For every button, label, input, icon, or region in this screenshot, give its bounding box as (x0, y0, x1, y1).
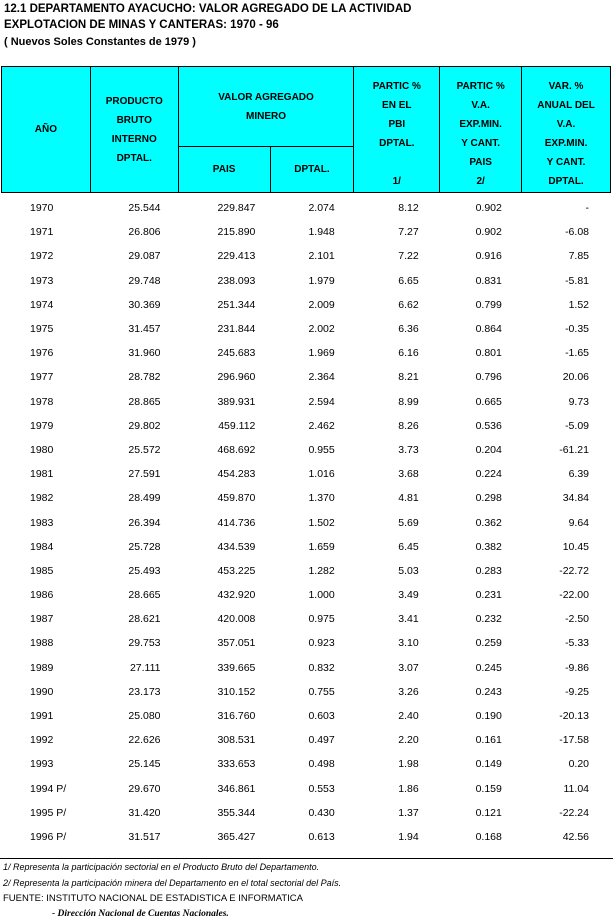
table-cell: 1990 (30, 685, 54, 698)
table-cell: 9.73 (568, 395, 589, 408)
table-row (1, 825, 611, 849)
table-cell: 1992 (30, 734, 54, 747)
table-cell: 25.080 (128, 710, 161, 723)
table-cell: -0.35 (565, 323, 589, 336)
header-partic-va-line: PARTIC % (456, 81, 505, 92)
table-cell: 316.760 (217, 710, 256, 723)
table-row (1, 801, 611, 825)
table-cell: 6.39 (568, 468, 589, 481)
table-subtitle: EXPLOTACION DE MINAS Y CANTERAS: 1970 - 96 (4, 19, 279, 31)
table-cell: 6.36 (398, 323, 419, 336)
table-cell: 333.653 (217, 758, 256, 771)
table-cell: -22.72 (559, 564, 589, 577)
table-cell: 1.370 (308, 492, 335, 505)
table-cell: 0.232 (475, 613, 502, 626)
table-row (1, 535, 611, 559)
table-cell: 23.173 (128, 685, 161, 698)
table-cell: 2.20 (398, 734, 419, 747)
table-cell: 0.902 (475, 226, 502, 239)
table-cell: 1972 (30, 250, 54, 263)
table-cell: 1.94 (398, 830, 419, 843)
table-cell: 27.111 (129, 661, 161, 674)
table-cell: 0.923 (308, 637, 335, 650)
table-cell: 245.683 (217, 347, 256, 360)
header-partic-pbi-line: PBI (388, 119, 406, 130)
table-cell: 1.502 (308, 516, 335, 529)
header-va-minero (178, 67, 354, 147)
table-cell: 0.864 (475, 323, 502, 336)
table-cell: 0.190 (475, 710, 502, 723)
table-cell: 1980 (30, 443, 54, 456)
table-row (1, 752, 611, 776)
table-cell: 0.161 (475, 734, 502, 747)
header-var-line: VAR. % (548, 81, 584, 92)
table-cell: 27.591 (128, 468, 161, 481)
header-anio: AÑO (2, 67, 91, 193)
table-cell: 434.539 (217, 540, 256, 553)
table-cell: 296.960 (217, 371, 256, 384)
table-cell: 25.572 (128, 443, 161, 456)
table-cell: 28.865 (128, 395, 161, 408)
header-partic-pbi-line: PARTIC % (372, 81, 421, 92)
table-cell: 468.692 (217, 443, 256, 456)
table-cell: 0.498 (308, 758, 335, 771)
table-cell: 1.282 (308, 564, 335, 577)
table-cell: 0.298 (475, 492, 502, 505)
table-cell: 0.955 (308, 443, 335, 456)
table-row (1, 607, 611, 631)
table-cell: 2.002 (308, 323, 335, 336)
table-cell: 1.98 (398, 758, 419, 771)
table-cell: 3.41 (398, 613, 419, 626)
table-cell: 29.748 (128, 274, 161, 287)
table-cell: 1982 (30, 492, 54, 505)
table-cell: 1978 (30, 395, 54, 408)
table-cell: 2.462 (308, 419, 335, 432)
table-cell: 3.68 (398, 468, 419, 481)
table-cell: 389.931 (217, 395, 256, 408)
table-cell: -1.65 (565, 347, 589, 360)
table-cell: 414.736 (217, 516, 256, 529)
table-cell: -22.00 (559, 589, 589, 602)
table-cell: 1996 P/ (30, 830, 67, 843)
table-cell: 0.20 (568, 758, 589, 771)
table-cell: 0.831 (475, 274, 502, 287)
table-cell: 420.008 (217, 613, 256, 626)
table-cell: 3.49 (398, 589, 419, 602)
table-cell: 308.531 (217, 734, 256, 747)
header-partic-pbi-line: 1/ (392, 176, 401, 187)
table-cell: 355.344 (217, 806, 256, 819)
table-cell: 2.009 (308, 298, 335, 311)
table-cell: 8.21 (398, 371, 419, 384)
table-cell: 0.430 (308, 806, 335, 819)
table-cell: 8.26 (398, 419, 419, 432)
table-cell: 26.394 (128, 516, 161, 529)
table-cell: 0.796 (475, 371, 502, 384)
table-cell: -6.08 (565, 226, 589, 239)
table-cell: -61.21 (559, 443, 589, 456)
table-cell: 7.22 (398, 250, 419, 263)
table-cell: -5.09 (565, 419, 589, 432)
header-var (522, 67, 611, 193)
table-cell: 7.85 (568, 250, 589, 263)
table-cell: 251.344 (217, 298, 256, 311)
table-row (1, 510, 611, 534)
table-cell: 42.56 (562, 830, 589, 843)
table-cell: 1983 (30, 516, 54, 529)
header-partic-va (440, 67, 522, 193)
table-cell: 6.65 (398, 274, 419, 287)
header-var-line: Y CANT. (546, 157, 586, 168)
table-units: ( Nuevos Soles Constantes de 1979 ) (4, 36, 196, 48)
table-cell: 1986 (30, 589, 54, 602)
table-cell: 0.159 (475, 782, 502, 795)
table-cell: 1993 (30, 758, 54, 771)
table-row (1, 631, 611, 655)
table-cell: 31.457 (128, 323, 161, 336)
table-row (1, 680, 611, 704)
table-cell: 1.016 (308, 468, 335, 481)
table-cell: 459.112 (218, 419, 256, 432)
table-cell: 0.243 (475, 685, 502, 698)
table-cell: 1.86 (398, 782, 419, 795)
table-cell: 1987 (30, 613, 54, 626)
footnote-2: 2/ Representa la participación minera del Departamento en el total sectorial del País. (3, 878, 342, 888)
table-cell: 0.536 (475, 419, 502, 432)
table-cell: 0.799 (475, 298, 502, 311)
table-row (1, 656, 611, 680)
table-cell: 0.801 (475, 347, 502, 360)
table-cell: 339.665 (217, 661, 256, 674)
table-cell: 231.844 (217, 323, 256, 336)
table-cell: 0.382 (475, 540, 502, 553)
source-subnote: - Dirección Nacional de Cuentas Nacionales. (52, 909, 229, 919)
table-cell: 0.245 (475, 661, 502, 674)
table-cell: 1.52 (568, 298, 589, 311)
table-cell: 6.62 (398, 298, 419, 311)
table-cell: 357.051 (217, 637, 256, 650)
table-cell: 28.621 (128, 613, 161, 626)
table-cell: 11.04 (563, 782, 589, 795)
table-cell: 25.493 (128, 564, 161, 577)
table-cell: 1971 (30, 226, 54, 239)
table-cell: 8.12 (398, 202, 419, 215)
table-cell: 22.626 (128, 734, 161, 747)
table-cell: 2.364 (308, 371, 335, 384)
table-row (1, 244, 611, 268)
table-cell: 1989 (30, 661, 54, 674)
table-cell: 1976 (30, 347, 54, 360)
source-note: FUENTE: INSTITUTO NACIONAL DE ESTADISTICA E INFORMATICA (3, 893, 303, 904)
table-cell: 4.81 (398, 492, 419, 505)
table-cell: 2.40 (398, 710, 419, 723)
table-cell: 3.10 (398, 637, 419, 650)
table-cell: 0.283 (475, 564, 502, 577)
table-cell: 26.806 (128, 226, 161, 239)
table-row (1, 341, 611, 365)
table-title: 12.1 DEPARTAMENTO AYACUCHO: VALOR AGREGADO DE LA ACTIVIDAD (4, 3, 412, 15)
divider (0, 858, 613, 859)
table-cell: 432.920 (217, 589, 256, 602)
header-partic-pbi (354, 67, 440, 193)
table-cell: 28.665 (128, 589, 161, 602)
header-partic-va-line: EXP.MIN. (459, 119, 502, 130)
table-cell: 1995 P/ (30, 806, 67, 819)
table-cell: 0.975 (308, 613, 335, 626)
table-cell: 9.64 (568, 516, 589, 529)
table-cell: 1985 (30, 564, 54, 577)
table-cell: 0.497 (308, 734, 335, 747)
table-row (1, 390, 611, 414)
header-partic-pbi-line: DPTAL. (379, 138, 415, 149)
table-cell: 0.224 (475, 468, 502, 481)
table-cell: 31.517 (128, 830, 161, 843)
table-row (1, 583, 611, 607)
table-cell: 0.149 (475, 758, 502, 771)
table-cell: 31.420 (128, 806, 161, 819)
table-cell: 1970 (30, 202, 54, 215)
table-row (1, 559, 611, 583)
table-row (1, 728, 611, 752)
header-va-line: VALOR AGREGADO (218, 91, 314, 103)
table-cell: 215.890 (217, 226, 256, 239)
table-cell: 1988 (30, 637, 54, 650)
header-partic-pbi-line: EN EL (382, 100, 412, 111)
table-cell: -22.24 (559, 806, 589, 819)
table-header (1, 66, 611, 193)
table-cell: 25.728 (128, 540, 161, 553)
table-cell: 0.665 (475, 395, 502, 408)
table-cell: 3.26 (398, 685, 419, 698)
table-row (1, 293, 611, 317)
table-cell: 1977 (30, 371, 54, 384)
table-row (1, 317, 611, 341)
table-cell: 346.861 (217, 782, 256, 795)
header-pais: PAIS (178, 147, 270, 193)
table-cell: 1.969 (308, 347, 335, 360)
table-cell: 3.07 (398, 661, 419, 674)
header-partic-pbi-line (354, 153, 439, 172)
table-cell: 29.753 (128, 637, 161, 650)
table-row (1, 220, 611, 244)
table-cell: 10.45 (562, 540, 589, 553)
table-cell: 1984 (30, 540, 54, 553)
table-cell: -5.81 (565, 274, 589, 287)
header-var-line: V.A. (556, 119, 576, 130)
table-cell: 0.916 (475, 250, 502, 263)
table-cell: 0.362 (475, 516, 502, 529)
table-cell: 5.69 (398, 516, 419, 529)
header-partic-va-line: Y CANT. (461, 138, 500, 149)
table-cell: 0.553 (308, 782, 335, 795)
table-cell: 29.802 (128, 419, 161, 432)
header-pbi-line: INTERNO (111, 133, 157, 145)
table-cell: 0.204 (475, 443, 502, 456)
table-cell: 8.99 (398, 395, 419, 408)
header-dptal: DPTAL. (270, 147, 354, 193)
table-cell: 1.948 (308, 226, 335, 239)
table-cell: 454.283 (217, 468, 256, 481)
table-cell: 1974 (30, 298, 54, 311)
table-cell: 1979 (30, 419, 54, 432)
table-cell: 2.101 (308, 250, 335, 263)
table-cell: 0.902 (475, 202, 502, 215)
table-cell: 25.544 (128, 202, 161, 215)
table-cell: 28.499 (128, 492, 161, 505)
table-cell: 1991 (30, 710, 54, 723)
header-partic-va-line: PAIS (469, 157, 492, 168)
table-cell: 365.427 (217, 830, 256, 843)
table-cell: 238.093 (217, 274, 256, 287)
header-pbi-line: PRODUCTO (105, 95, 163, 107)
table-row (1, 438, 611, 462)
table-cell: -2.50 (565, 613, 589, 626)
table-cell: 30.369 (128, 298, 161, 311)
header-partic-va-line: V.A. (471, 100, 490, 111)
header-pbi-line: DPTAL. (116, 152, 152, 164)
table-row (1, 777, 611, 801)
table-cell: 29.670 (128, 782, 161, 795)
data-table (1, 196, 611, 849)
table-cell: - (585, 202, 589, 215)
table-cell: 0.755 (308, 685, 335, 698)
table-cell: -20.13 (559, 710, 589, 723)
table-row (1, 365, 611, 389)
table-cell: 2.074 (308, 202, 335, 215)
table-cell: 1.37 (398, 806, 419, 819)
table-cell: 1994 P/ (30, 782, 67, 795)
table-cell: 6.16 (398, 347, 419, 360)
table-cell: -9.86 (565, 661, 589, 674)
table-cell: 1973 (30, 274, 54, 287)
table-cell: 1.979 (308, 274, 335, 287)
table-cell: 459.870 (217, 492, 256, 505)
table-cell: 229.413 (217, 250, 256, 263)
table-row (1, 269, 611, 293)
table-row (1, 196, 611, 220)
header-var-line: EXP.MIN. (544, 138, 588, 149)
table-cell: 29.087 (128, 250, 161, 263)
header-pbi (90, 67, 178, 193)
table-cell: 1.000 (308, 589, 335, 602)
header-var-line: DPTAL. (548, 176, 584, 187)
table-cell: 310.152 (217, 685, 256, 698)
table-cell: 453.225 (217, 564, 256, 577)
table-cell: 0.603 (308, 710, 335, 723)
table-cell: 0.121 (475, 806, 502, 819)
table-cell: 20.06 (562, 371, 589, 384)
table-row (1, 704, 611, 728)
table-cell: 1981 (30, 468, 54, 481)
table-cell: 0.613 (308, 830, 335, 843)
header-va-line: MINERO (246, 110, 287, 122)
table-cell: 3.73 (398, 443, 419, 456)
table-cell: 7.27 (398, 226, 419, 239)
table-cell: 6.45 (398, 540, 419, 553)
table-cell: 229.847 (217, 202, 256, 215)
header-pbi-line: BRUTO (116, 114, 152, 126)
table-cell: 1.659 (308, 540, 335, 553)
table-cell: 1975 (30, 323, 54, 336)
table-cell: 28.782 (128, 371, 161, 384)
header-partic-va-line: 2/ (476, 176, 485, 187)
table-row (1, 486, 611, 510)
table-cell: 0.832 (308, 661, 335, 674)
table-cell: 34.84 (562, 492, 589, 505)
table-cell: -5.33 (565, 637, 589, 650)
table-cell: 0.231 (475, 589, 502, 602)
table-cell: 25.145 (128, 758, 161, 771)
table-row (1, 462, 611, 486)
table-cell: 2.594 (308, 395, 335, 408)
table-cell: 0.259 (475, 637, 502, 650)
header-var-line: ANUAL DEL (537, 100, 595, 111)
table-cell: 5.03 (398, 564, 419, 577)
table-cell: 31.960 (128, 347, 161, 360)
table-row (1, 414, 611, 438)
footnote-1: 1/ Representa la participación sectorial en el Producto Bruto del Departamento. (3, 862, 320, 872)
table-cell: -17.58 (559, 734, 589, 747)
table-cell: -9.25 (565, 685, 589, 698)
table-cell: 0.168 (475, 830, 502, 843)
